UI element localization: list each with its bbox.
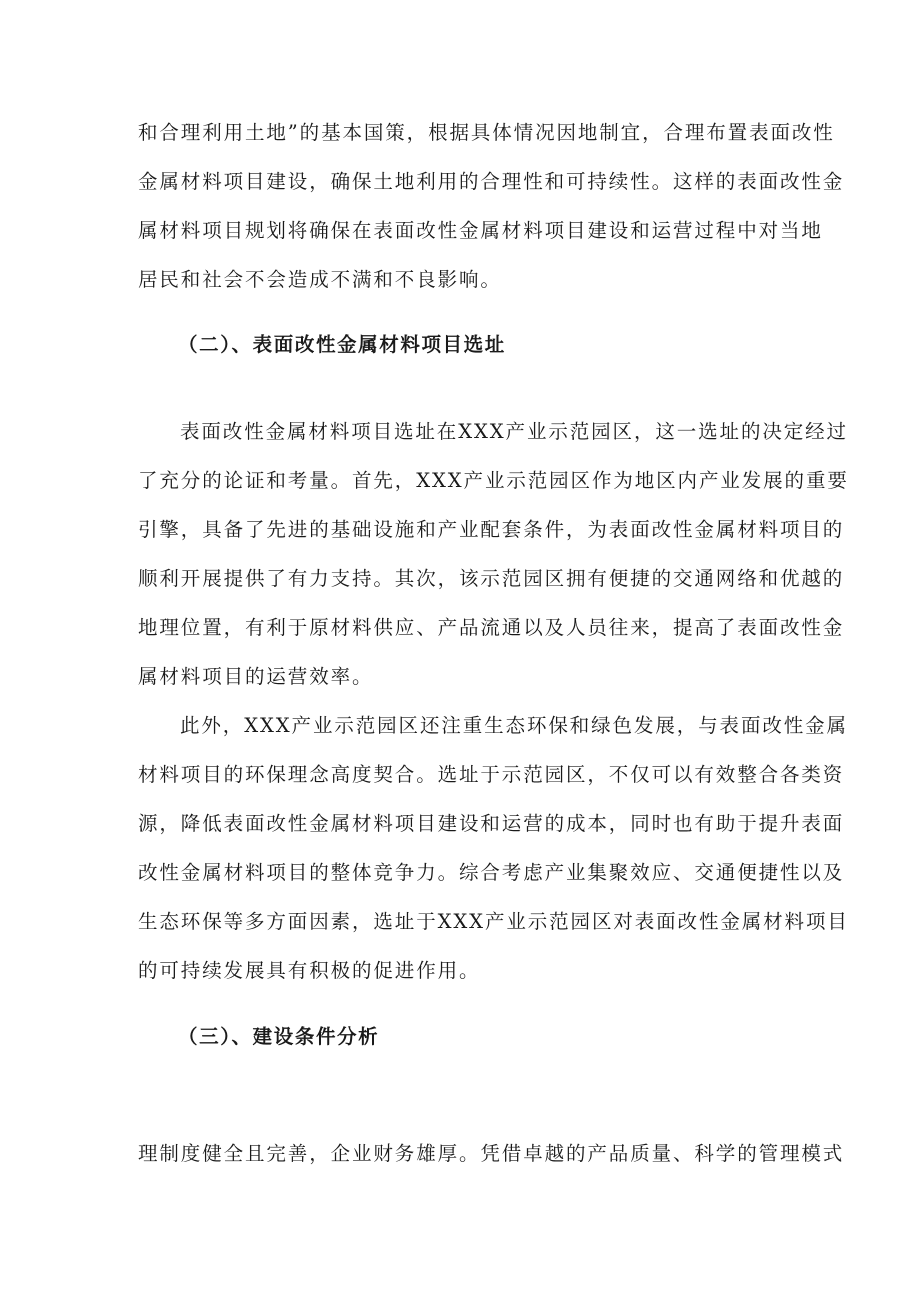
paragraph-line: 源，降低表面改性金属材料项目建设和运营的成本，同时也有助于提升表面 [138,812,845,835]
paragraph-line: 引擎，具备了先进的基础设施和产业配套条件，为表面改性金属材料项目的 [138,518,845,541]
paragraph-line: 理制度健全且完善，企业财务雄厚。凭借卓越的产品质量、科学的管理模式 [138,1142,845,1165]
paragraph-line: 金属材料项目建设，确保土地利用的合理性和可持续性。这样的表面改性金 [138,170,845,193]
paragraph-line: 改性金属材料项目的整体竞争力。综合考虑产业集聚效应、交通便捷性以及 [138,861,845,884]
section-heading-3: （三）、建设条件分析 [178,1025,380,1048]
paragraph-line: 此外，XXX产业示范园区还注重生态环保和绿色发展，与表面改性金属 [180,714,848,737]
paragraph-line: 材料项目的环保理念高度契合。选址于示范园区，不仅可以有效整合各类资 [138,763,845,786]
section-heading-2: （二）、表面改性金属材料项目选址 [178,333,506,356]
paragraph-line: 居民和社会不会造成不满和不良影响。 [138,268,502,291]
paragraph-line: 地理位置，有利于原材料供应、产品流通以及人员往来，提高了表面改性金 [138,616,845,639]
paragraph-line: 属材料项目规划将确保在表面改性金属材料项目建设和运营过程中对当地 [138,219,823,242]
paragraph-line: 属材料项目的运营效率。 [138,665,374,688]
paragraph-line: 的可持续发展具有积极的促进作用。 [138,959,481,982]
paragraph-line: 顺利开展提供了有力支持。其次，该示范园区拥有便捷的交通网络和优越的 [138,567,845,590]
paragraph-line: 和合理利用土地”的基本国策，根据具体情况因地制宜，合理布置表面改性 [138,121,835,144]
paragraph-line: 生态环保等多方面因素，选址于XXX产业示范园区对表面改性金属材料项目 [138,910,849,933]
paragraph-line: 表面改性金属材料项目选址在XXX产业示范园区，这一选址的决定经过 [180,420,848,443]
paragraph-line: 了充分的论证和考量。首先，XXX产业示范园区作为地区内产业发展的重要 [138,469,849,492]
